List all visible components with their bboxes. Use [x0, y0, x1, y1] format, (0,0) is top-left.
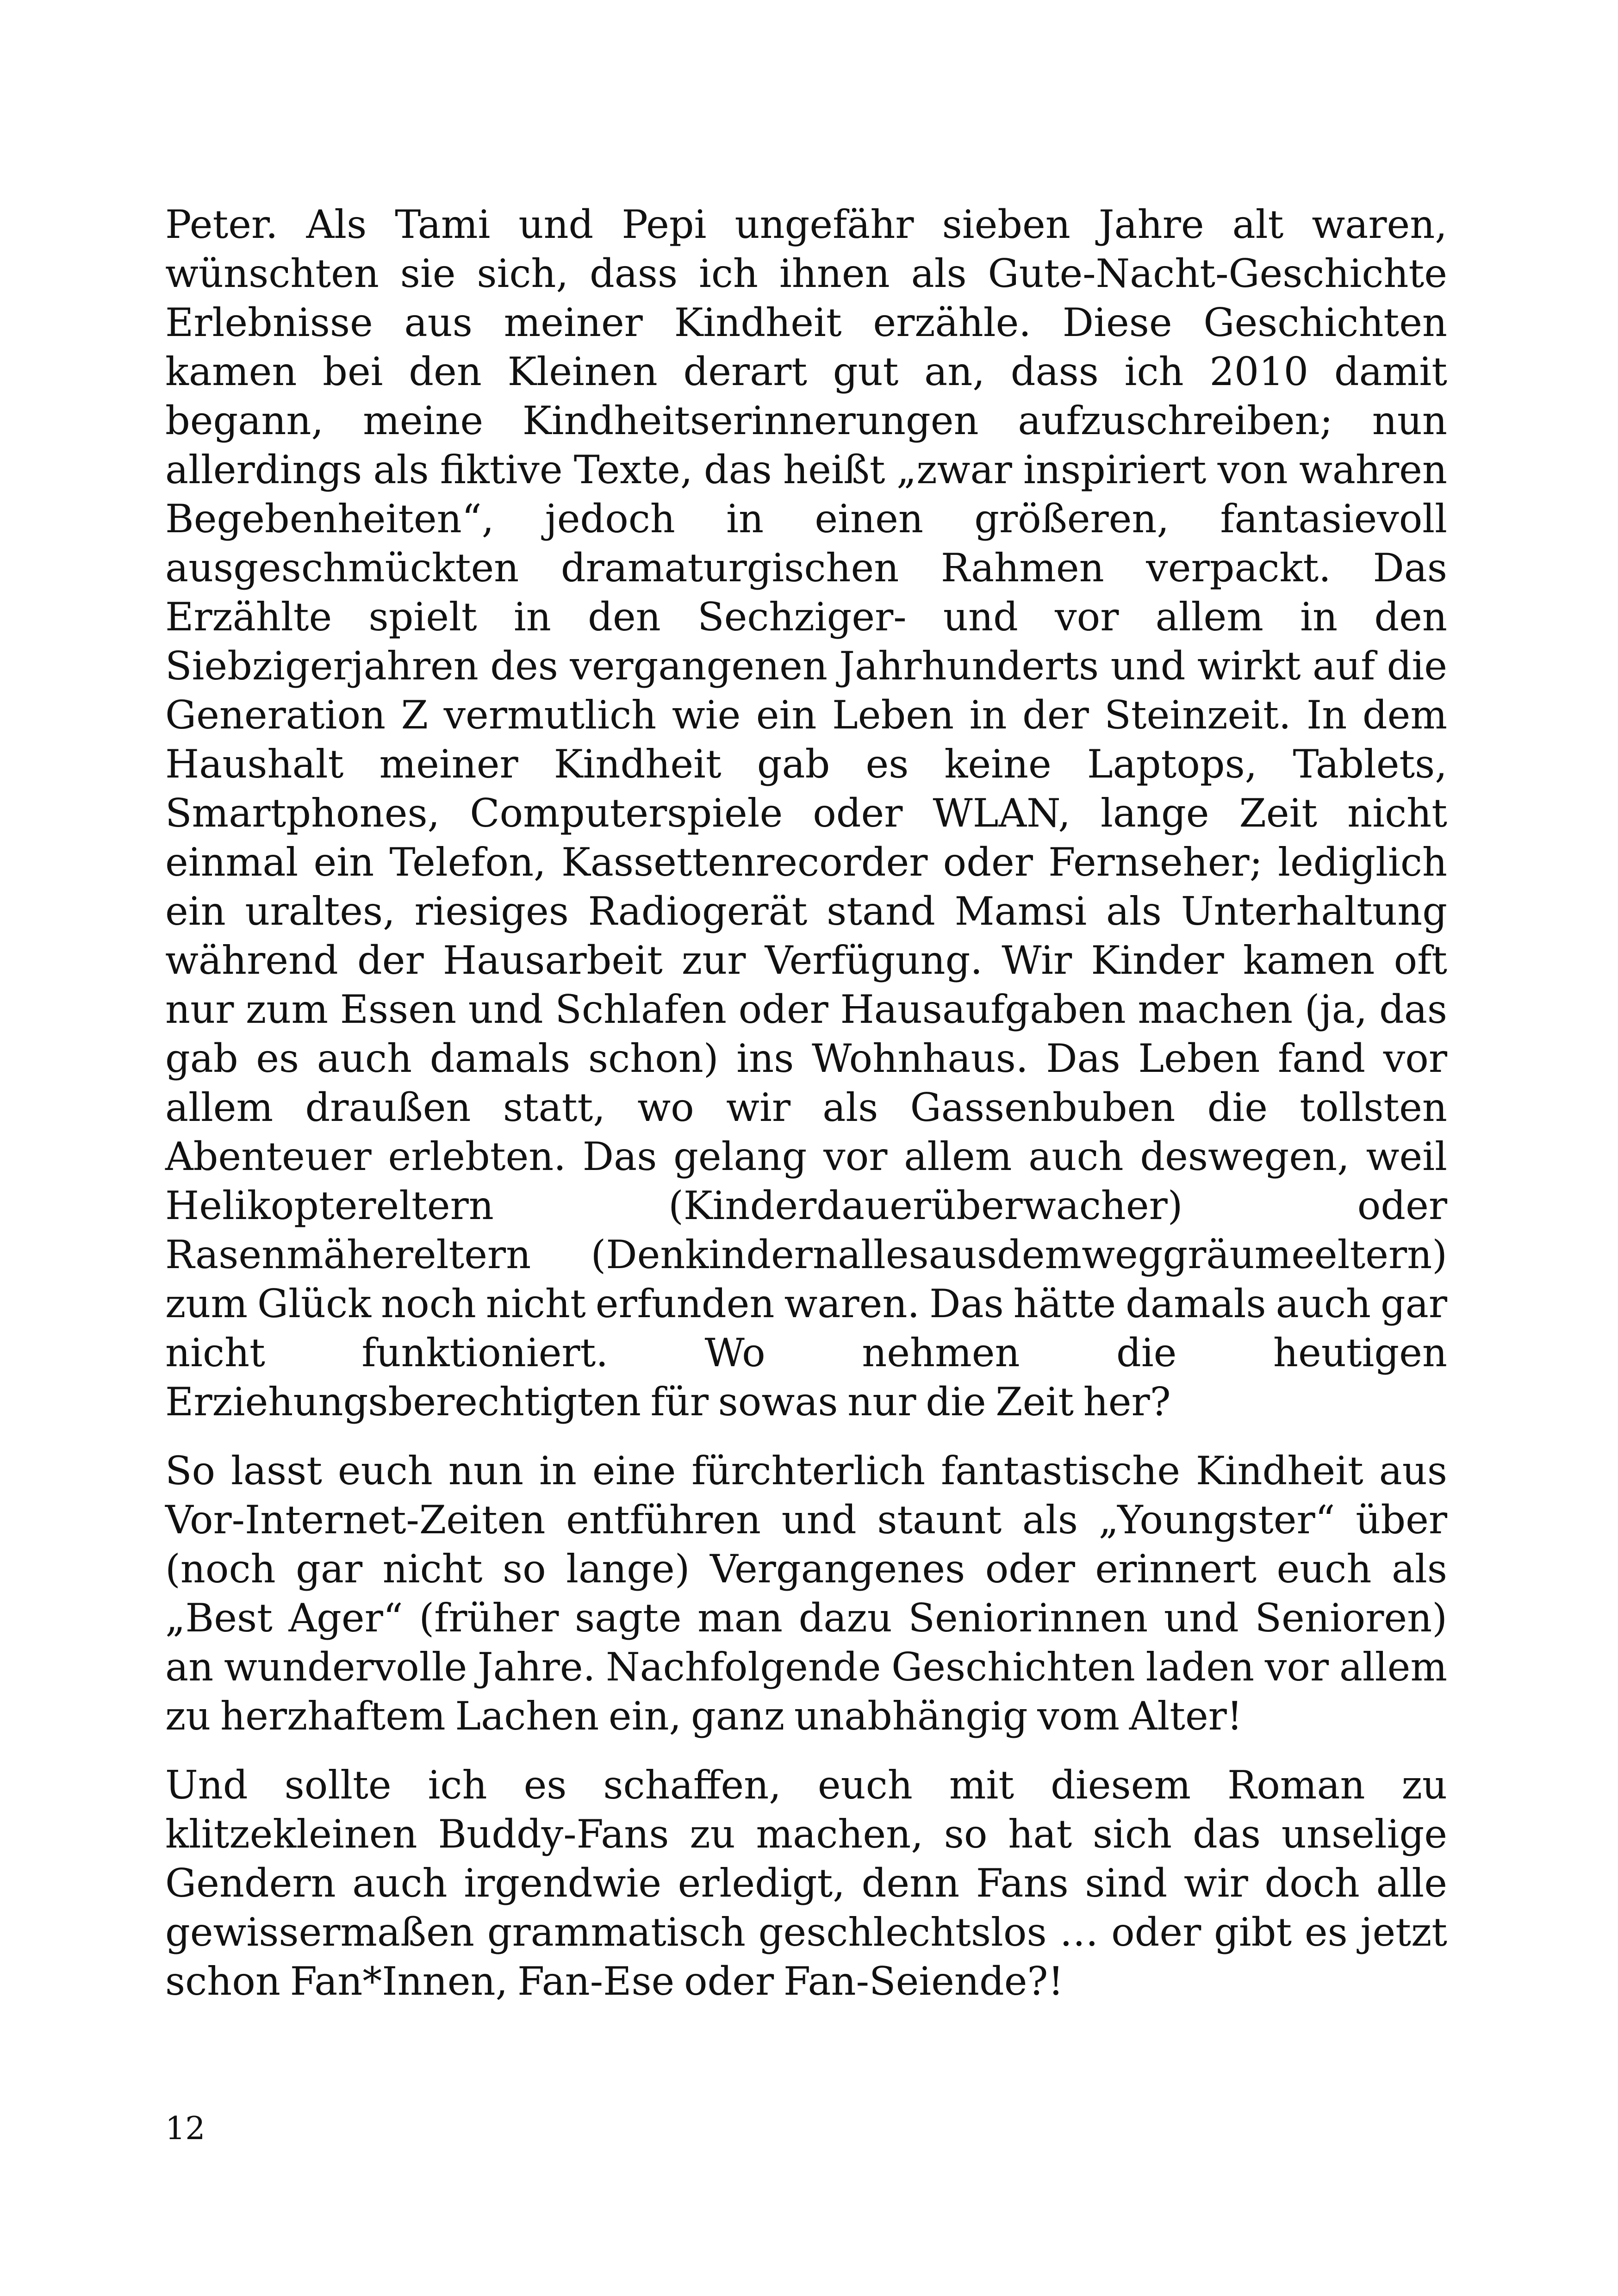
paragraph-1: Peter. Als Tami und Pepi ungefähr sieben Jahre alt waren, wünschten sie sich, dass ich ihnen als Gute-Nacht-Geschichte Erlebnisse aus meiner Kindheit erzähle. Diese Geschichten kamen bei den Kleinen derart gut an, dass ich 2010 damit begann, meine Kindheitserinnerungen aufzuschreiben; nun allerdings als fiktive Texte, das heißt „zwar inspiriert von wahren Begebenheiten“, jedoch in einen größeren, fantasievoll ausgeschmückten dramaturgischen Rahmen verpackt. Das Erzählte spielt in den Sechziger- und vor allem in den Siebzigerjahren des vergangenen Jahrhunderts und wirkt auf die Generation Z vermutlich wie ein Leben in der Steinzeit. In dem Haushalt meiner Kindheit gab es keine Laptops, Tablets, Smartphones, Computerspiele oder WLAN, lange Zeit nicht einmal ein Telefon, Kassettenrecorder oder Fernseher; lediglich ein uraltes, riesiges Radiogerät stand Mamsi als Unterhaltung während der Hausarbeit zur Verfügung. Wir Kinder kamen oft nur zum Essen und Schlafen oder Hausaufgaben machen (ja, das gab es auch damals schon) ins Wohnhaus. Das Leben fand vor allem draußen statt, wo wir als Gassenbuben die tollsten Abenteuer erlebten. Das gelang vor allem auch deswegen, weil Helikoptereltern (Kinderdauerüberwacher) oder Rasenmähereltern (Denkindernallesausdemweggräumeeltern) zum Glück noch nicht erfunden waren. Das hätte damals auch gar nicht funktioniert. Wo nehmen die heutigen Erziehungsberechtigten für sowas nur die Zeit her?: [165, 202, 1447, 1425]
page-number: 12: [165, 2110, 205, 2147]
paragraph-3: Und sollte ich es schaffen, euch mit diesem Roman zu klitzekleinen Buddy-Fans zu machen, so hat sich das unselige Gendern auch irgendwie erledigt, denn Fans sind wir doch alle gewissermaßen grammatisch geschlechtslos … oder gibt es jetzt schon Fan*Innen, Fan-Ese oder Fan-Seiende?!: [165, 1762, 1447, 2004]
paragraph-2: So lasst euch nun in eine fürchterlich fantastische Kindheit aus Vor-Internet-Zeiten entführen und staunt als „Youngster“ über (noch gar nicht so lange) Vergangenes oder erinnert euch als „Best Ager“ (früher sagte man dazu Seniorinnen und Senioren) an wundervolle Jahre. Nachfolgende Geschichten laden vor allem zu herzhaftem Lachen ein, ganz unabhängig vom Alter!: [165, 1448, 1447, 1739]
body-text: [165, 200, 1447, 2006]
